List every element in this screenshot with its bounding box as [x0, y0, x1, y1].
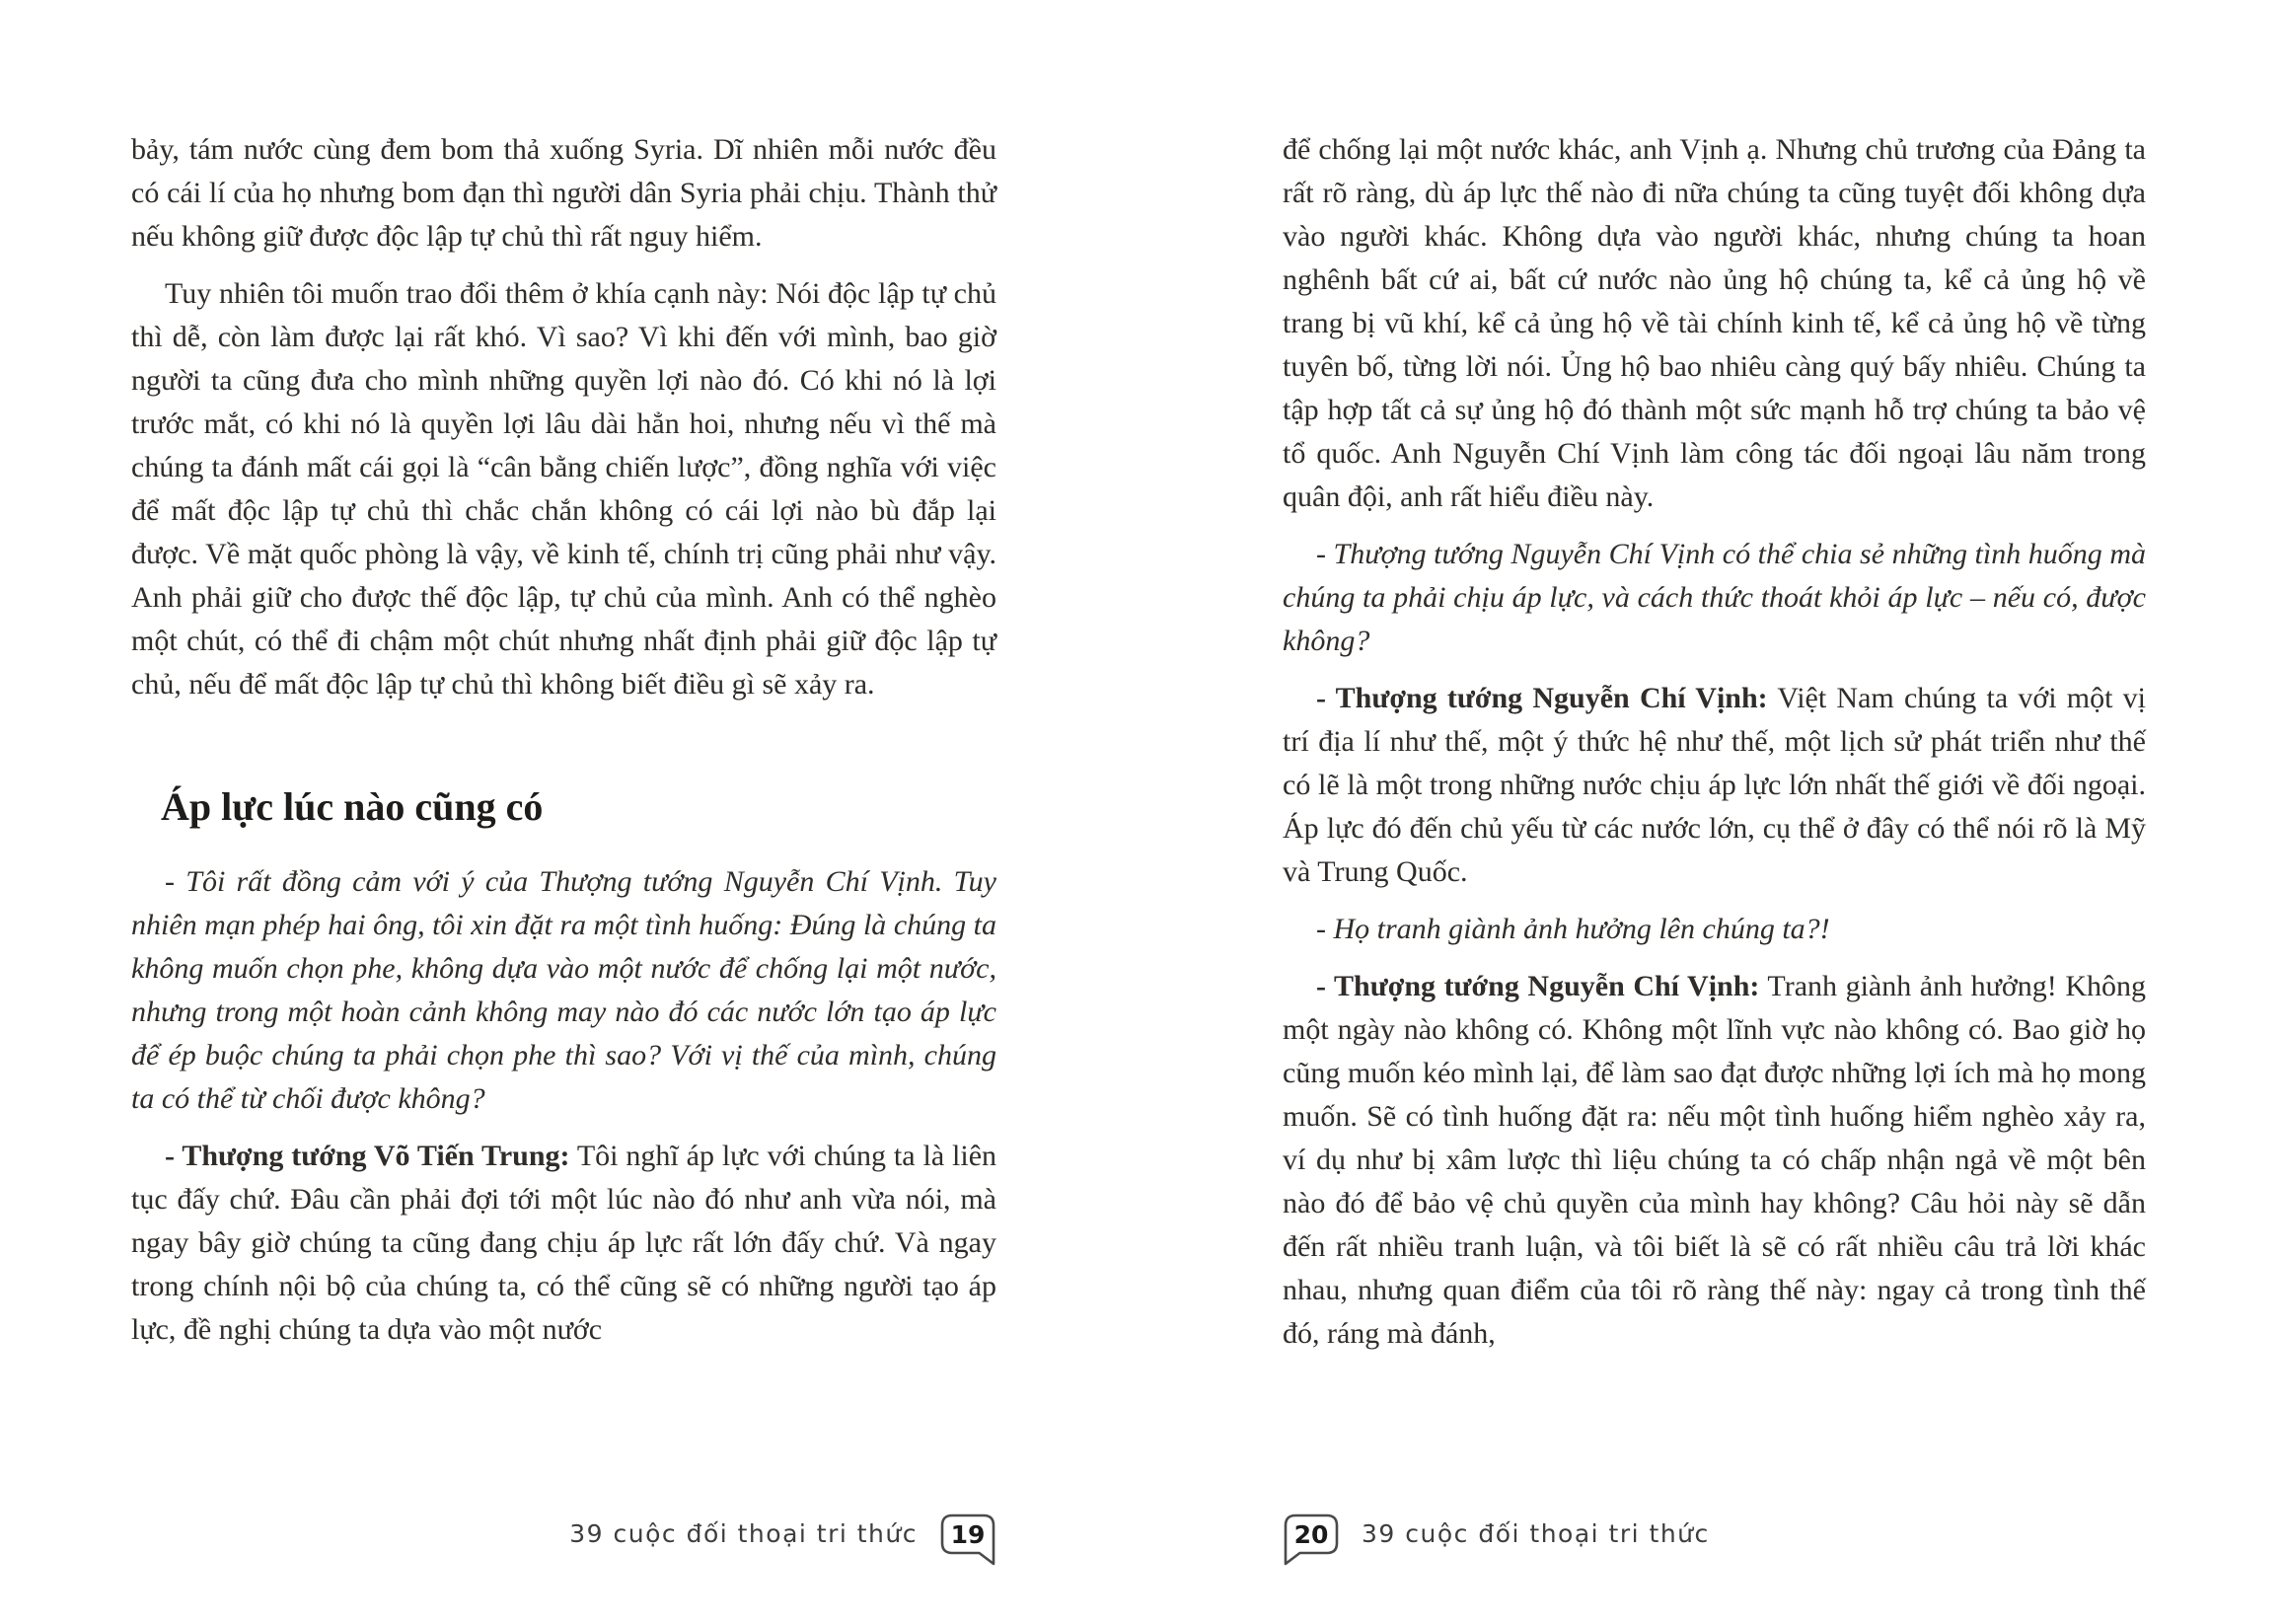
right-page-text-column: [1283, 128, 2146, 1369]
right-page-footer: [1283, 1513, 2146, 1568]
interviewer-question: - Họ tranh giành ảnh hưởng lên chúng ta?!: [1316, 913, 1830, 945]
speech-bubble-icon: [1283, 1513, 1340, 1568]
body-paragraph: để chống lại một nước khác, anh Vịnh ạ. Nhưng chủ trương của Đảng ta rất rõ ràng, dù áp lực thế nào đi nữa chúng ta cũng tuyệt đối không dựa vào người khác. Không dựa vào người khác, nhưng chúng ta hoan nghênh bất cứ ai, bất cứ nước nào ủng hộ chúng ta, kể cả ủng hộ về trang bị vũ khí, kể cả ủng hộ về tài chính kinh tế, kể cả ủng hộ về từng tuyên bố, từng lời nói. Ủng hộ bao nhiêu càng quý bấy nhiêu. Chúng ta tập hợp tất cả sự ủng hộ đó thành một sức mạnh hỗ trợ chúng ta bảo vệ tổ quốc. Anh Nguyễn Chí Vịnh làm công tác đối ngoại lâu năm trong quân đội, anh rất hiểu điều này.: [1283, 133, 2146, 513]
body-paragraph: - Thượng tướng Nguyễn Chí Vịnh: Tranh giành ảnh hưởng! Không một ngày nào không có. Không một lĩnh vực nào không có. Bao giờ họ cũng muốn kéo mình lại, để làm sao đạt được những lợi ích mà họ mong muốn. Sẽ có tình huống đặt ra: nếu một tình huống hiểm nghèo xảy ra, ví dụ như bị xâm lược thì liệu chúng ta có chấp nhận ngả về một bên nào đó để bảo vệ chủ quyền của mình hay không? Câu hỏi này sẽ dẫn đến rất nhiều tranh luận, và tôi biết là sẽ có rất nhiều câu trả lời khác nhau, nhưng quan điểm của tôi rõ ràng thế này: ngay cả trong tình thế đó, ráng mà đánh,: [1283, 970, 2146, 1350]
speaker-name: - Thượng tướng Nguyễn Chí Vịnh:: [1316, 970, 1760, 1002]
left-page-text-column: [131, 128, 996, 1366]
series-title: 39 cuộc đối thoại tri thức: [1362, 1519, 1710, 1548]
body-paragraph: Tuy nhiên tôi muốn trao đổi thêm ở khía cạnh này: Nói độc lập tự chủ thì dễ, còn làm được lại rất khó. Vì sao? Vì khi đến với mình, bao giờ người ta cũng đưa cho mình những quyền lợi nào đó. Có khi nó là lợi trước mắt, có khi nó là quyền lợi lâu dài hẳn hoi, nhưng nếu vì thế mà chúng ta đánh mất cái gọi là “cân bằng chiến lược”, đồng nghĩa với việc để mất độc lập tự chủ thì chắc chắn không có cái lợi nào bù đắp lại được. Về mặt quốc phòng là vậy, về kinh tế, chính trị cũng phải như vậy. Anh phải giữ cho được thế độc lập, tự chủ của mình. Anh có thể nghèo một chút, có thể đi chậm một chút nhưng nhất định phải giữ độc lập tự chủ, nếu để mất độc lập tự chủ thì không biết điều gì sẽ xảy ra.: [131, 277, 996, 701]
body-paragraph: bảy, tám nước cùng đem bom thả xuống Syria. Dĩ nhiên mỗi nước đều có cái lí của họ nhưng bom đạn thì người dân Syria phải chịu. Thành thử nếu không giữ được độc lập tự chủ thì rất nguy hiểm.: [131, 133, 996, 253]
section-heading: Áp lực lúc nào cũng có: [161, 784, 544, 829]
page-number: 20: [1293, 1520, 1329, 1549]
page-number: 19: [950, 1520, 986, 1549]
speech-bubble-icon: [939, 1513, 996, 1568]
body-paragraph: - Thượng tướng Võ Tiến Trung: Tôi nghĩ áp lực với chúng ta là liên tục đấy chứ. Đâu cần phải đợi tới một lúc nào đó như anh vừa nói, mà ngay bây giờ chúng ta cũng đang chịu áp lực rất lớn đấy chứ. Và ngay trong chính nội bộ của chúng ta, có thể cũng sẽ có những người tạo áp lực, đề nghị chúng ta dựa vào một nước: [131, 1140, 997, 1346]
body-paragraph: - Thượng tướng Nguyễn Chí Vịnh: Việt Nam chúng ta với một vị trí địa lí như thế, một ý thức hệ như thế, một lịch sử phát triển như thế có lẽ là một trong những nước chịu áp lực lớn nhất thế giới về đối ngoại. Áp lực đó đến chủ yếu từ các nước lớn, cụ thể ở đây có thể nói rõ là Mỹ và Trung Quốc.: [1283, 682, 2146, 888]
speaker-name: - Thượng tướng Nguyễn Chí Vịnh:: [1316, 682, 1768, 714]
series-title: 39 cuộc đối thoại tri thức: [569, 1519, 918, 1548]
interviewer-question: - Tôi rất đồng cảm với ý của Thượng tướng Nguyễn Chí Vịnh. Tuy nhiên mạn phép hai ông, tôi xin đặt ra một tình huống: Đúng là chúng ta không muốn chọn phe, không dựa vào một nước để chống lại một nước, nhưng trong một hoàn cảnh không may nào đó các nước lớn tạo áp lực để ép buộc chúng ta phải chọn phe thì sao? Với vị thế của mình, chúng ta có thể từ chối được không?: [131, 865, 996, 1115]
speaker-name: - Thượng tướng Võ Tiến Trung:: [165, 1140, 570, 1172]
interviewer-question: - Thượng tướng Nguyễn Chí Vịnh có thể chia sẻ những tình huống mà chúng ta phải chịu áp lực, và cách thức thoát khỏi áp lực – nếu có, được không?: [1283, 538, 2146, 657]
left-page-footer: [131, 1513, 996, 1568]
